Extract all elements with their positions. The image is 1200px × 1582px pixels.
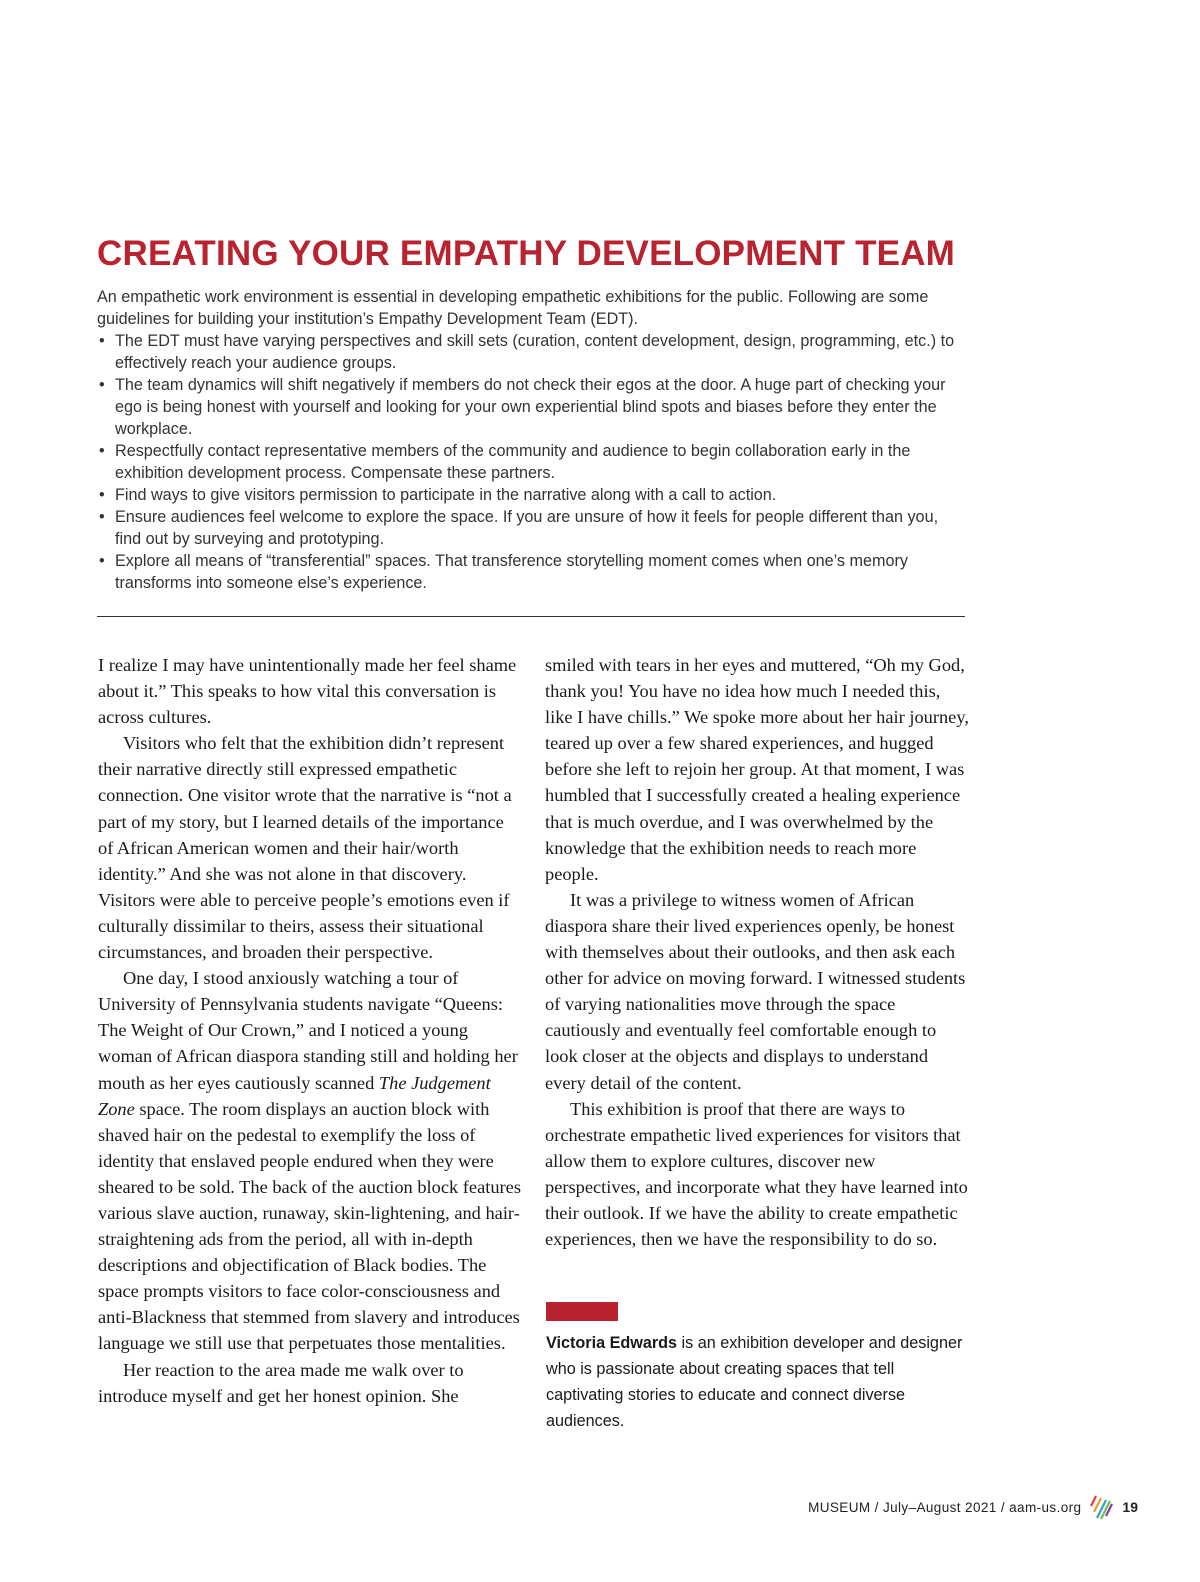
publication-info: MUSEUM / July–August 2021 / aam-us.org — [808, 1499, 1082, 1515]
author-bio-text: is an exhibition developer and designer who is passionate about creating spaces that tell captivating stories to educate and connect diverse audiences. — [546, 1334, 963, 1430]
paragraph: This exhibition is proof that there are ways to orchestrate empathetic lived experiences for visitors that allow them to explore cultures, discover new perspectives, and incorporate what they have learned into their outlook. If we have the ability to create empathetic experiences, then we have the responsibility to do so. — [545, 1098, 968, 1250]
bio-accent-bar — [546, 1302, 618, 1321]
paragraph: It was a privilege to witness women of African diaspora share their lived experiences openly, be honest with themselves about their outlooks, and then ask each other for advice on moving forward. I witnessed students of varying nationalities move through the space cautiously and eventually feel comfortable enough to look closer at the objects and displays to understand every detail of the content. — [545, 889, 966, 1093]
exhibit-space-title: The Judgement Zone — [98, 1072, 491, 1119]
paragraph: smiled with tears in her eyes and muttered, “Oh my God, thank you! You have no idea how much I needed this, like I have chills.” We spoke more about her hair journey, teared up over a few shared experiences, and hugged before she left to rejoin her group. At that moment, I was humbled that I successfully created a healing experience that is much overdue, and I was overwhelmed by the knowledge that the exhibition needs to reach more people. — [545, 655, 969, 884]
page-number: 19 — [1122, 1499, 1138, 1515]
bullet-icon: • — [99, 376, 105, 394]
author-name: Victoria Edwards — [546, 1334, 678, 1352]
sidebar-title: CREATING YOUR EMPATHY DEVELOPMENT TEAM — [97, 234, 956, 273]
bullet-icon: • — [99, 508, 105, 526]
guideline-item: • Find ways to give visitors permission to participate in the narrative along with a call to action. — [99, 486, 777, 504]
article-column-right — [545, 652, 970, 1252]
article-column-left — [98, 652, 523, 1409]
aam-logo-icon — [1089, 1492, 1113, 1523]
sidebar-divider — [97, 616, 965, 617]
guideline-item: • Ensure audiences feel welcome to explore the space. If you are unsure of how it feels for people different than you, find out by surveying and prototyping. — [99, 508, 939, 548]
page-footer — [808, 1496, 1138, 1518]
bullet-icon: • — [99, 552, 105, 570]
guideline-item: • The team dynamics will shift negatively if members do not check their egos at the door. A huge part of checking your ego is being honest with yourself and looking for your own experiential blind spots and biases before they enter the workplace. — [99, 376, 946, 438]
paragraph: One day, I stood anxiously watching a tour of University of Pennsylvania students navigate “Queens: The Weight of Our Crown,” and I noticed a young woman of African diaspora standing still and holding her mouth as her eyes cautiously scanned The Judgement Zone space. The room displays an auction block with shaved hair on the pedestal to exemplify the loss of identity that enslaved people endured when they were sheared to be sold. The back of the auction block features various slave auction, runaway, skin-lightening, and hair-straightening ads from the period, all with in-depth descriptions and objectification of Black bodies. The space prompts visitors to face color-consciousness and anti-Blackness that stemmed from slavery and introduces language we still use that perpetuates those mentalities. — [98, 968, 522, 1354]
bullet-icon: • — [99, 332, 105, 350]
guideline-list — [97, 330, 965, 594]
empathy-team-sidebar — [97, 230, 965, 594]
bullet-icon: • — [99, 442, 105, 460]
guideline-item: • Explore all means of “transferential” spaces. That transference storytelling moment comes when one’s memory transforms into someone else’s experience. — [99, 552, 908, 592]
paragraph: I realize I may have unintentionally made her feel shame about it.” This speaks to how vital this conversation is across cultures. — [98, 655, 517, 728]
bullet-icon: • — [99, 486, 105, 504]
guideline-item: • The EDT must have varying perspectives and skill sets (curation, content development, design, programming, etc.) to effectively reach your audience groups. — [99, 332, 955, 372]
guideline-item: • Respectfully contact representative members of the community and audience to begin collaboration early in the exhibition development process. Compensate these partners. — [99, 442, 911, 482]
paragraph: Visitors who felt that the exhibition didn’t represent their narrative directly still expressed empathetic connection. One visitor wrote that the narrative is “not a part of my story, but I learned details of the importance of African American women and their hair/worth identity.” And she was not alone in that discovery. Visitors were able to perceive people’s emotions even if culturally dissimilar to theirs, assess their situational circumstances, and broaden their perspective. — [98, 733, 512, 963]
author-bio — [546, 1330, 966, 1434]
paragraph: Her reaction to the area made me walk over to introduce myself and get her honest opinion. She — [98, 1359, 464, 1406]
sidebar-intro: An empathetic work environment is essential in developing empathetic exhibitions for the public. Following are some guidelines for building your institution’s Empathy Development Team (EDT). — [97, 288, 929, 328]
